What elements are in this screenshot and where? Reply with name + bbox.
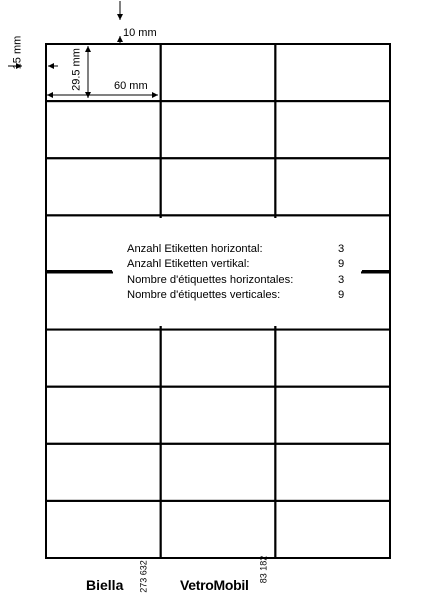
label-cell: [161, 158, 276, 215]
label-cell: [46, 501, 161, 558]
label-cell: [46, 158, 161, 215]
label-cell: [275, 44, 390, 101]
info-value: 9: [338, 258, 345, 271]
side-margin-label: 15 mm: [11, 35, 24, 70]
label-cell: [275, 387, 390, 444]
label-cell: [161, 444, 276, 501]
info-row: [127, 288, 352, 303]
label-cell: [161, 330, 276, 387]
brand-biella-logo: Biella: [86, 577, 124, 593]
article-code-right: 83 182: [258, 555, 269, 584]
label-cell: [161, 387, 276, 444]
label-cell: [46, 330, 161, 387]
info-value: 3: [338, 243, 345, 255]
top-margin-label: 10 mm: [123, 27, 157, 39]
info-row: [127, 273, 352, 288]
label-height-label: 29.5 mm: [70, 48, 83, 91]
label-cell: [46, 444, 161, 501]
label-cell: [46, 44, 161, 101]
label-cell: [275, 158, 390, 215]
info-label: Nombre d'étiquettes verticales:: [127, 288, 281, 301]
info-label: Nombre d'étiquettes horizontales:: [127, 273, 294, 286]
info-label: Anzahl Etiketten vertikal:: [127, 258, 250, 271]
label-cell: [46, 101, 161, 158]
label-cell: [275, 101, 390, 158]
label-cell: [161, 501, 276, 558]
info-row: [127, 257, 352, 272]
label-cell: [275, 444, 390, 501]
info-label: Anzahl Etiketten horizontal:: [127, 243, 263, 255]
label-cell: [46, 387, 161, 444]
label-cell: [161, 101, 276, 158]
label-cell: [275, 330, 390, 387]
article-code-left: 273 632: [138, 560, 149, 593]
label-cell: [275, 501, 390, 558]
label-width-label: 60 mm: [114, 80, 148, 92]
label-count-info: [127, 242, 352, 303]
info-value: 3: [338, 273, 345, 286]
info-value: 9: [338, 288, 345, 301]
brand-vetromobil-logo: VetroMobil: [180, 577, 249, 593]
info-row: [127, 242, 352, 257]
label-cell: [161, 44, 276, 101]
